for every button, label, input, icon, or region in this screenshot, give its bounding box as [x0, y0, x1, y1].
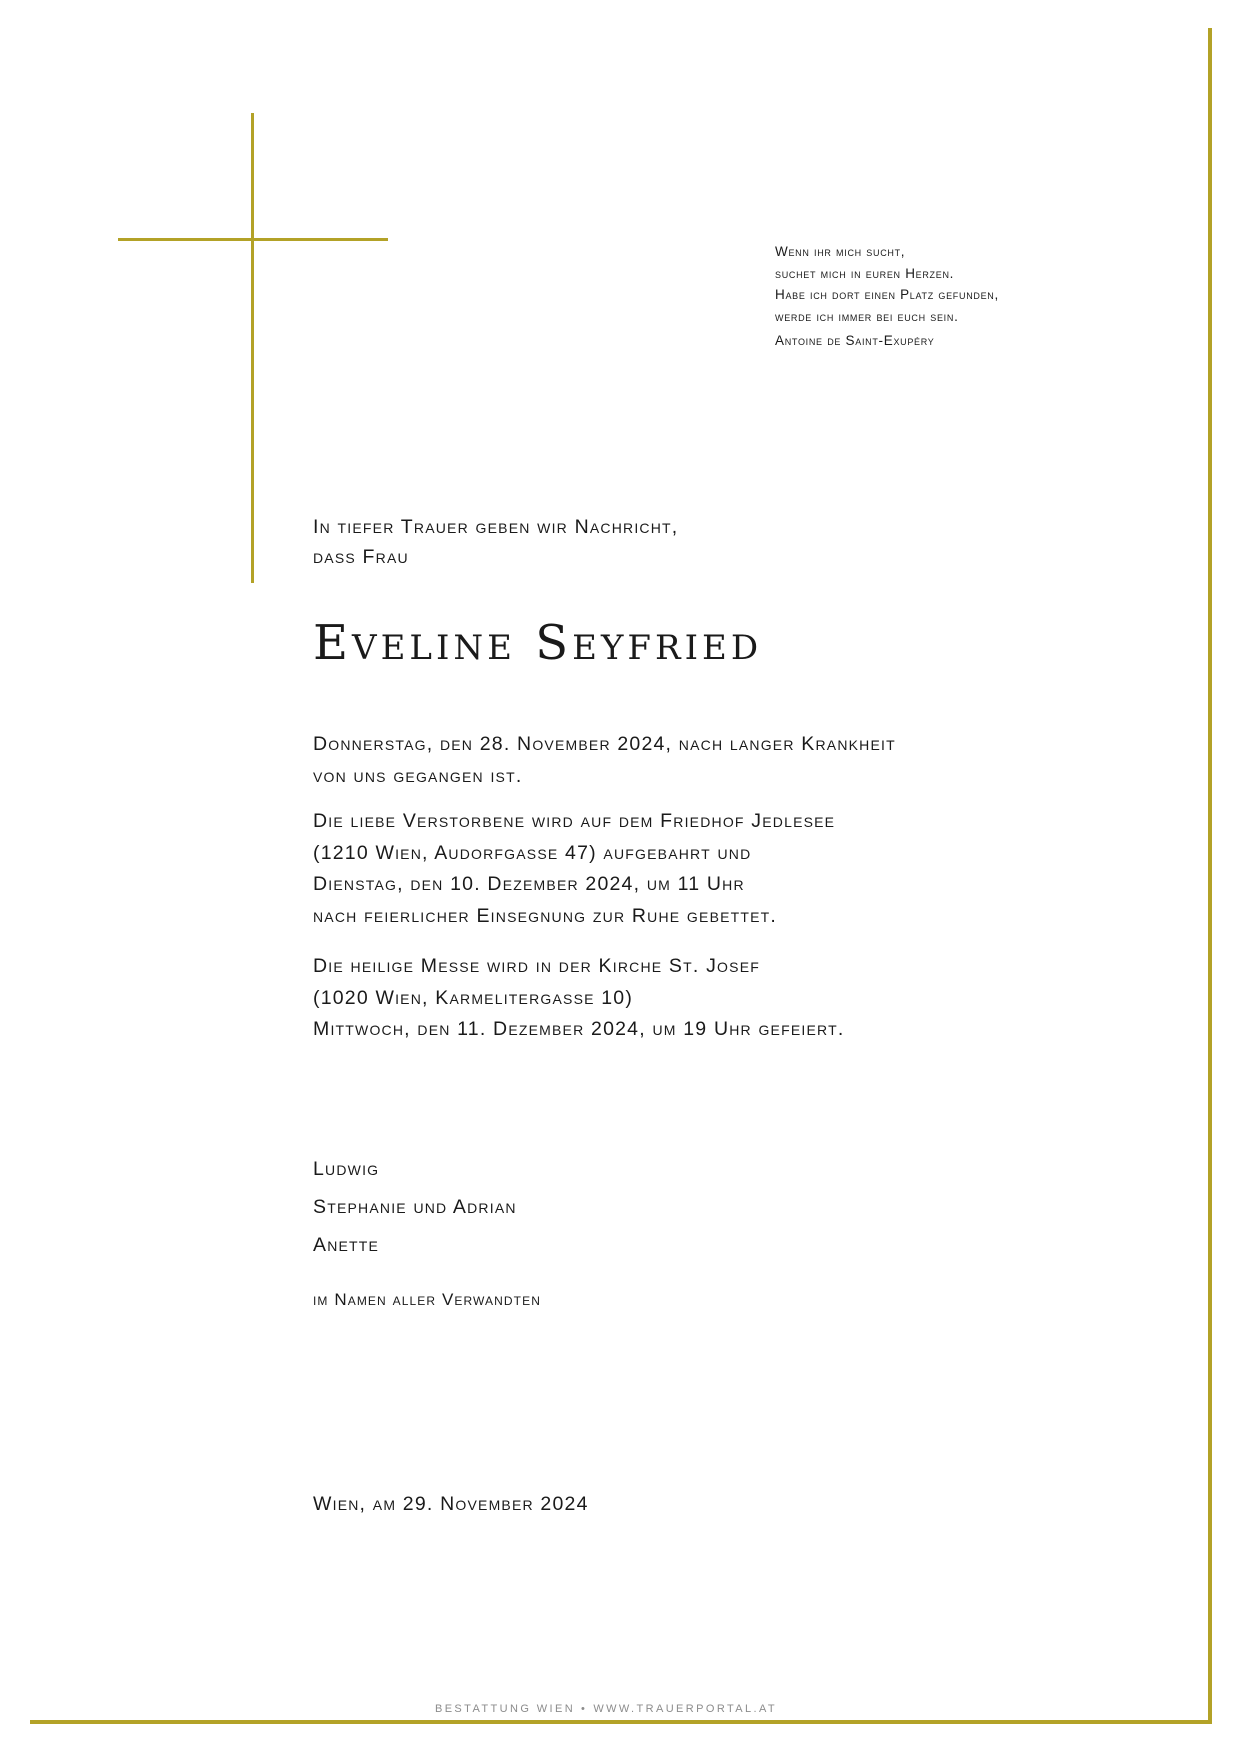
cross-horizontal-bar — [118, 238, 388, 241]
quote-line: werde ich immer bei euch sein. — [775, 308, 959, 324]
quote-line: Habe ich dort einen Platz gefunden, — [775, 287, 999, 302]
death-paragraph — [313, 729, 1033, 792]
body-line: Die liebe Verstorbene wird auf dem Friedhof Jedlesee — [313, 810, 836, 832]
mourner-name: Anette — [313, 1234, 380, 1256]
intro-line: dass Frau — [313, 546, 409, 568]
gold-bottom-border — [30, 1720, 1212, 1724]
footer-separator: • — [581, 1703, 588, 1715]
body-line: nach feierlicher Einsegnung zur Ruhe gebettet. — [313, 904, 778, 927]
body-line: Mittwoch, den 11. Dezember 2024, um 19 Uhr gefeiert. — [313, 1018, 845, 1040]
footer-website: WWW.TRAUERPORTAL.AT — [593, 1703, 778, 1715]
body-line: von uns gegangen ist. — [313, 764, 523, 787]
cross-vertical-bar — [251, 113, 254, 583]
closing-line: im Namen aller Verwandten — [313, 1290, 541, 1309]
mass-paragraph — [313, 951, 1033, 1046]
body-line: Dienstag, den 10. Dezember 2024, um 11 Uhr — [313, 873, 745, 895]
quote-attribution: Antoine de Saint-Exupéry — [775, 333, 935, 348]
place-date-line: Wien, am 29. November 2024 — [313, 1493, 589, 1515]
footer-publisher: BESTATTUNG WIEN — [434, 1703, 576, 1715]
body-line: Donnerstag, den 28. November 2024, nach langer Krankheit — [313, 733, 896, 755]
body-line: (1020 Wien, Karmelitergasse 10) — [313, 986, 634, 1009]
mourner-name: Stephanie und Adrian — [313, 1196, 517, 1218]
quote-line: suchet mich in euren Herzen. — [775, 265, 955, 281]
deceased-name: Eveline Seyfried — [313, 615, 763, 671]
quote-line: Wenn ihr mich sucht, — [775, 244, 906, 259]
body-line: Die heilige Messe wird in der Kirche St. Josef — [313, 955, 760, 977]
footer — [0, 1702, 1212, 1716]
mourner-name: Ludwig — [313, 1158, 380, 1180]
announcement-intro — [313, 512, 1033, 572]
memorial-quote — [775, 241, 999, 352]
intro-line: In tiefer Trauer geben wir Nachricht, — [313, 516, 679, 538]
burial-paragraph — [313, 806, 1033, 932]
gold-right-border — [1208, 28, 1212, 1724]
mourners-list — [313, 1150, 1033, 1264]
body-line: (1210 Wien, Audorfgasse 47) aufgebahrt und — [313, 841, 752, 864]
